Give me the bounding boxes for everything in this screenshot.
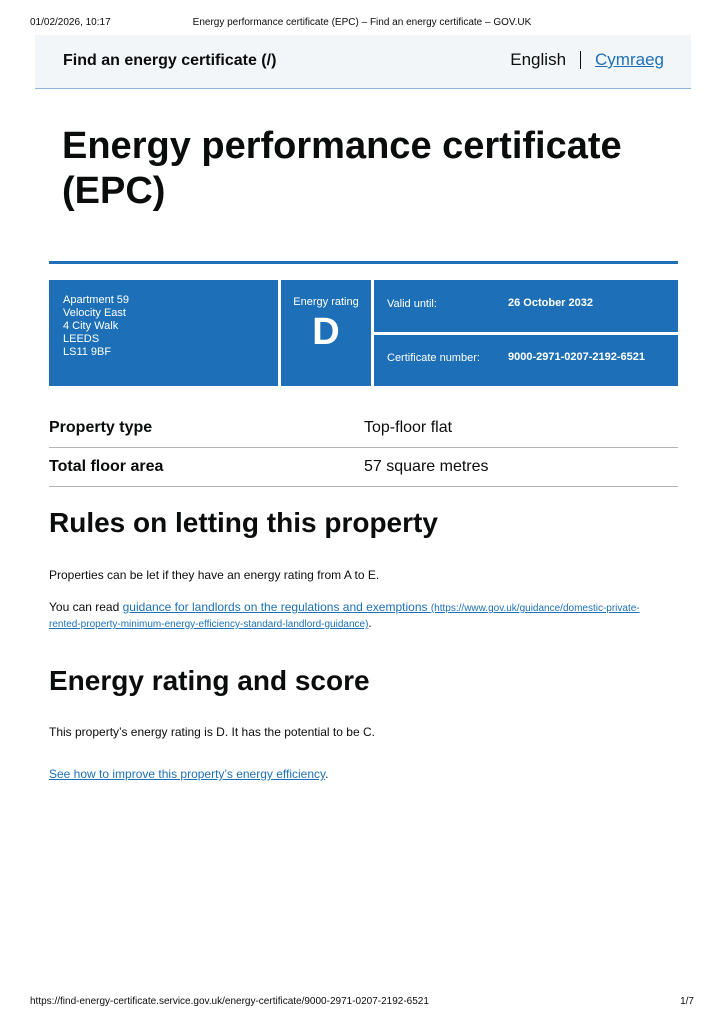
guidance-suffix: . — [368, 616, 372, 630]
energy-rating-cell — [281, 280, 371, 386]
property-summary-list — [49, 409, 678, 487]
rules-guidance-paragraph — [49, 600, 669, 632]
service-header — [35, 35, 691, 89]
summary-key: Total floor area — [49, 458, 164, 475]
service-name-url: (/) — [261, 52, 277, 69]
section-divider — [49, 261, 678, 264]
guidance-prefix: You can read — [49, 600, 123, 614]
rules-heading: Rules on letting this property — [49, 507, 438, 538]
valid-until-cell — [374, 280, 678, 332]
language-switcher — [510, 50, 664, 70]
valid-until-value: 26 October 2032 — [508, 297, 593, 309]
service-name-link[interactable] — [63, 52, 276, 70]
improve-efficiency-link[interactable]: See how to improve this property’s energy efficiency — [49, 767, 326, 781]
language-divider — [580, 51, 581, 69]
energy-rating-letter: D — [312, 311, 340, 353]
print-document-title: Energy performance certificate (EPC) – Find an energy certificate – GOV.UK — [192, 17, 532, 28]
certificate-number-label: Certificate number: — [387, 352, 480, 364]
print-url: https://find-energy-certificate.service.gov.uk/energy-certificate/9000-2971-0207-2192-6521 — [30, 996, 429, 1007]
certificate-summary — [49, 280, 678, 386]
language-cymraeg-link[interactable]: Cymraeg — [595, 50, 664, 69]
property-address — [49, 280, 278, 386]
address-line: LEEDS — [63, 333, 100, 345]
summary-row — [49, 409, 678, 448]
language-english: English — [510, 50, 567, 69]
valid-until-label: Valid until: — [387, 298, 437, 310]
rules-paragraph: Properties can be let if they have an energy rating from A to E. — [49, 568, 380, 582]
print-header — [0, 17, 724, 31]
guidance-link-text: guidance for landlords on the regulations and exemptions — [122, 600, 428, 614]
certificate-number-value: 9000-2971-0207-2192-6521 — [508, 351, 646, 363]
energy-rating-label: Energy rating — [293, 296, 359, 308]
address-line: Apartment 59 — [63, 294, 130, 306]
landlord-guidance-link[interactable] — [49, 600, 640, 630]
address-line: LS11 9BF — [63, 346, 112, 358]
summary-value: 57 square metres — [364, 458, 489, 475]
address-line: Velocity East — [63, 307, 126, 319]
page-title: Energy performance certificate (EPC) — [62, 125, 622, 212]
improve-paragraph — [49, 767, 669, 781]
guidance-link-url: (https://www.gov.uk/guidance/domestic-private-rented-property-minimum-energy-efficiency-standard-landlord-guidance) — [49, 603, 640, 630]
summary-value: Top-floor flat — [364, 419, 453, 436]
improve-suffix: . — [325, 767, 329, 781]
print-date: 01/02/2026, 10:17 — [30, 17, 111, 28]
print-page-number: 1/7 — [680, 996, 694, 1007]
summary-key: Property type — [49, 419, 153, 436]
energy-score-heading: Energy rating and score — [49, 665, 370, 696]
certificate-number-cell — [374, 335, 678, 386]
summary-row — [49, 448, 678, 487]
address-line: 4 City Walk — [63, 320, 119, 332]
energy-score-paragraph: This property’s energy rating is D. It has the potential to be C. — [49, 725, 375, 739]
service-name: Find an energy certificate — [63, 52, 257, 69]
